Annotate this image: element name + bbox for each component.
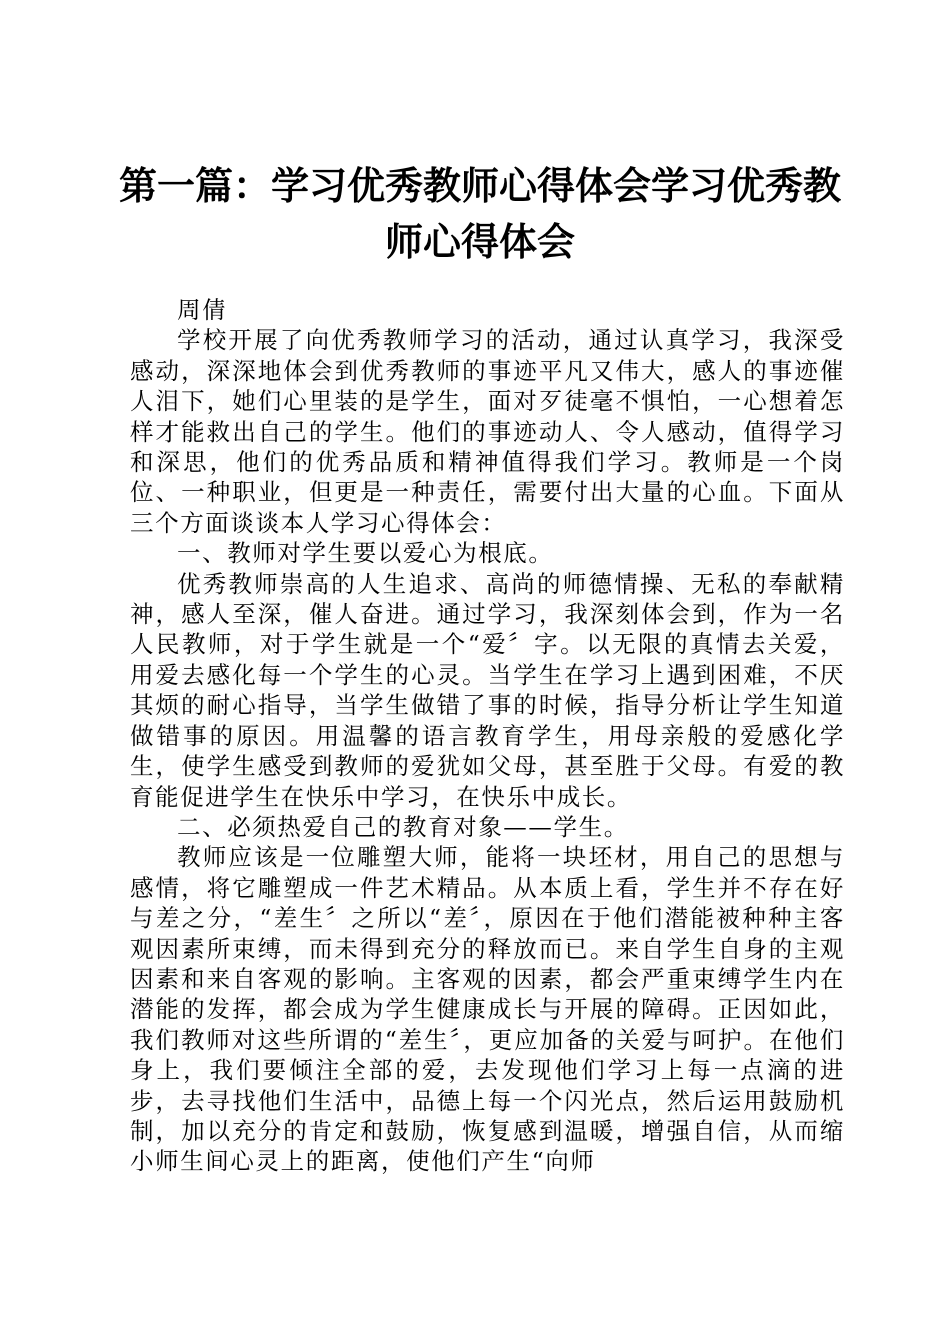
document-body [130, 295, 845, 1177]
section-heading-2: 二、必须热爱自己的教育对象——学生。 [177, 812, 629, 841]
document-title: 第一篇：学习优秀教师心得体会学习优秀教师心得体会 [118, 163, 841, 264]
paragraph-section-1: 优秀教师崇高的人生追求、高尚的师德情操、无私的奉献精神，感人至深，催人奋进。通过学习，我深刻体会到，作为一名人民教师，对于学生就是一个“爱〞字。以无限的真情去关爱，用爱去感化每一个学生的心灵。当学生在学习上遇到困难，不厌其烦的耐心指导，当学生做错了事的时候，指导分析让学生知道做错事的原因。用温馨的语言教育学生，用母亲般的爱感化学生，使学生感受到教师的爱犹如父母，甚至胜于父母。有爱的教育能促进学生在快乐中学习，在快乐中成长。 [130, 569, 845, 811]
paragraph-section-2: 教师应该是一位雕塑大师，能将一块坯材，用自己的思想与感情，将它雕塑成一件艺术精品。从本质上看，学生并不存在好与差之分，“差生〞之所以“差〞，原因在于他们潜能被种种主客观因素所束缚，而未得到充分的释放而已。来自学生自身的主观因素和来自客观的影响。主客观的因素，都会严重束缚学生内在潜能的发挥，都会成为学生健康成长与开展的障碍。正因如此，我们教师对这些所谓的“差生〞，更应加备的关爱与呵护。在他们身上，我们要倾注全部的爱，去发现他们学习上每一点滴的进步，去寻找他们生活中，品德上每一个闪光点，然后运用鼓励机制，加以充分的肯定和鼓励，恢复感到温暖，增强自信，从而缩小师生间心灵上的距离，使他们产生“向师 [130, 843, 845, 1176]
author-line: 周倩 [177, 296, 228, 324]
section-heading-1: 一、教师对学生要以爱心为根底。 [177, 539, 554, 568]
paragraph-intro: 学校开展了向优秀教师学习的活动，通过认真学习，我深受感动，深深地体会到优秀教师的事迹平凡又伟大，感人的事迹催人泪下，她们心里装的是学生，面对歹徒毫不惧怕，一心想着怎样才能救出自己的学生。他们的事迹动人、令人感动，值得学习和深思，他们的优秀品质和精神值得我们学习。教师是一个岗位、一种职业，但更是一种责任，需要付出大量的心血。下面从三个方面谈谈本人学习心得体会： [130, 326, 845, 537]
